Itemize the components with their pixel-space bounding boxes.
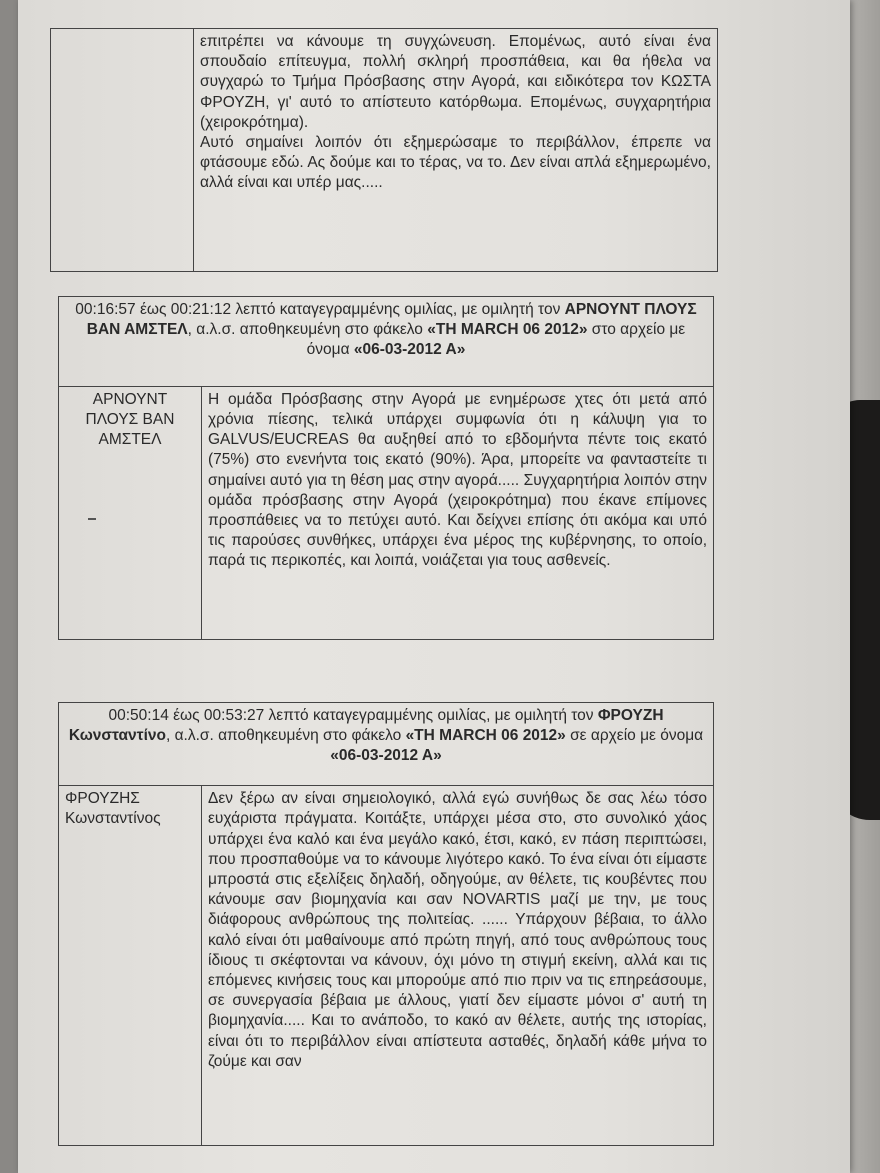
margin-mark: [88, 518, 96, 520]
speech-paragraph-2: Αυτό σημαίνει λοιπόν ότι εξημερώσαμε το περιβάλλον, έπρεπε να φτάσουμε εδώ. Ας δούμε και το τέρας, να το. Δεν είναι απλά εξημερωμένο, αλλά είναι και υπέρ μας.....: [200, 134, 711, 192]
header-file-text: σε αρχείο με όνομα: [565, 727, 704, 744]
transcript-table-3: [58, 702, 714, 1146]
transcript-table-1: [50, 28, 718, 272]
header-mid: , α.λ.σ. αποθηκευμένη στο φάκελο: [187, 321, 428, 338]
speech-paragraph-1: επιτρέπει να κάνουμε τη συγχώνευση. Επομένως, αυτό είναι ένα σπουδαίο επίτευγμα, πολλή σκληρή προσπάθεια, και θα ήθελα να συγχαρώ το Τμήμα Πρόσβασης στην Αγορά, και ειδικότερα τον ΚΩΣΤΑ ΦΡΟΥΖΗ, γι' αυτό το απίστευτο κατόρθωμα. Επομένως, συγχαρητήρια (χειροκρότημα).: [200, 33, 711, 131]
speech-cell-1: [194, 29, 718, 272]
speaker-cell-3: ΦΡΟΥΖΗΣ Κωνσταντίνος: [59, 786, 202, 1146]
header-folder: «ΤΗ MARCH 06 2012»: [405, 727, 566, 744]
transcript-table-2: [58, 296, 714, 640]
speaker-cell-2: ΑΡΝΟΥΝΤ ΠΛΟΥΣ ΒΑΝ ΑΜΣΤΕΛ: [59, 386, 202, 639]
recording-header-2: [59, 297, 714, 387]
header-time: 00:16:57 έως 00:21:12 λεπτό καταγεγραμμένης ομιλίας, με ομιλητή τον: [75, 301, 565, 318]
header-folder: «ΤΗ MARCH 06 2012»: [427, 321, 588, 338]
header-file-text: στο αρχείο με όνομα: [306, 321, 686, 358]
header-speaker: ΑΡΝΟΥΝΤ ΠΛΟΥΣ ΒΑΝ ΑΜΣΤΕΛ: [86, 301, 697, 338]
recording-header-3: [59, 703, 714, 786]
speech-cell-2: Η ομάδα Πρόσβασης στην Αγορά με ενημέρωσε χτες ότι μετά από χρόνια πίεσης, τελικά υπάρχει συμφωνία ότι η κάλυψη για το GALVUS/EUCREAS θα αυξηθεί από το εβδομήντα πέντε τοις εκατό (75%) στο ενενήντα τοις εκατό (90%). Άρα, μπορείτε να φανταστείτε τι σημαίνει αυτό για τη θέση μας στην αγορά..... Συγχαρητήρια λοιπόν στην ομάδα πρόσβασης στην Αγορά (χειροκρότημα) που έκανε επίμονες προσπάθειες να το πετύχει αυτό. Και δείχνει επίσης ότι ακόμα και υπό τις παρούσες συνθήκες, υπάρχει ένα μέρος της κυβέρνησης, το οποίο, παρά τις περικοπές, και λοιπά, νοιάζεται για τους ασθενείς.: [202, 386, 714, 639]
header-mid: , α.λ.σ. αποθηκευμένη στο φάκελο: [165, 727, 406, 744]
speech-cell-3: Δεν ξέρω αν είναι σημειολογικό, αλλά εγώ συνήθως δε σας λέω τόσο ευχάριστα πράγματα. Κοιτάξτε, υπάρχει μέσα στο, στο συνολικό χάος υπάρχει ένα καλό και ένα μεγάλο κακό, έτσι, κακό, εν πάση περιπτώσει, που προσπαθούμε να το κάνουμε λιγότερο κακό. Το ένα είναι ότι είμαστε μπροστά στις εξελίξεις δηλαδή, οδηγούμε, αν θέλετε, τις κουβέντες που κάνουμε σαν βιομηχανία και σαν NOVARTIS μαζί με την, με τους διάφορους ανθρώπους της πολιτείας. ...... Υπάρχουν βέβαια, το άλλο καλό είναι ότι μαθαίνουμε από πρώτη πηγή, από τους ανθρώπους τους ίδιους τι σκέφτονται να κάνουν, όχι μόνο τη στιγμή εκείνη, αλλά και τις επόμενες κινήσεις τους και μπορούμε από πιο πριν να τις επηρεάσουμε, σε συνεργασία βέβαια με άλλους, γιατί δεν είμαστε μόνοι σ' αυτή τη βιομηχανία..... Και το ανάποδο, το κακό αν θέλετε, αυτής της ιστορίας, είναι ότι το περιβάλλον είναι απίστευτα ασταθές, δηλαδή κάθε μήνα το ζούμε και σαν: [202, 786, 714, 1146]
header-file-name: «06-03-2012 Α»: [353, 341, 466, 358]
document-page: [18, 0, 850, 1173]
speaker-cell-empty: [51, 29, 194, 272]
header-speaker: ΦΡΟΥΖΗ Κωνσταντίνο: [68, 707, 664, 744]
header-time: 00:50:14 έως 00:53:27 λεπτό καταγεγραμμένης ομιλίας, με ομιλητή τον: [108, 707, 598, 724]
header-file-name: «06-03-2012 Α»: [330, 747, 442, 764]
